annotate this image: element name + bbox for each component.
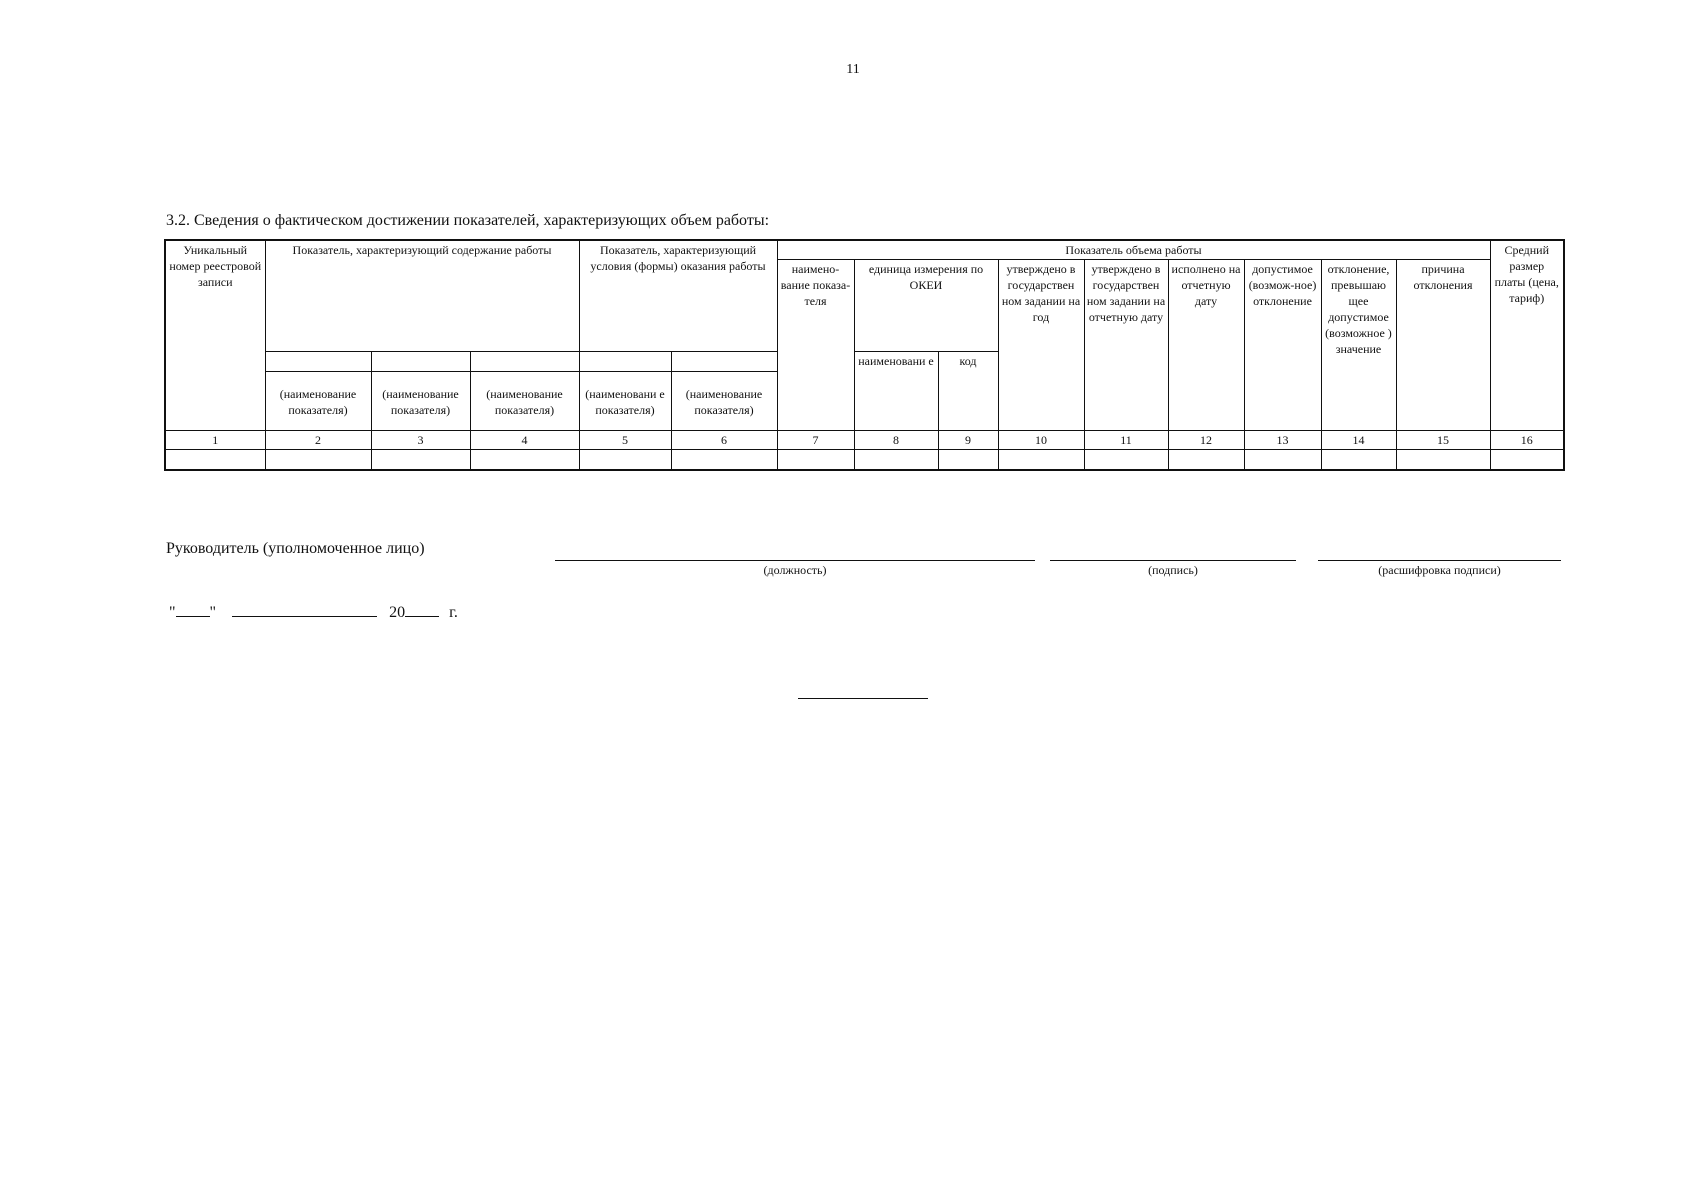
date-day-blank[interactable] — [176, 602, 210, 617]
data-row-empty — [165, 450, 1564, 470]
header-average-pay: Средний размер платы (цена, тариф) — [1490, 240, 1564, 431]
header-unit-code: код — [938, 352, 998, 431]
col-number: 5 — [579, 431, 671, 450]
col-number: 7 — [777, 431, 854, 450]
position-caption: (должность) — [763, 563, 827, 577]
signature-line[interactable] — [1050, 560, 1296, 561]
header-unit-name: наименовани е — [854, 352, 938, 431]
data-cell[interactable] — [777, 450, 854, 470]
header-executed: исполнено на отчетную дату — [1168, 260, 1244, 431]
date-century: 20 — [389, 604, 406, 621]
col-number: 2 — [265, 431, 371, 450]
data-cell[interactable] — [854, 450, 938, 470]
data-cell[interactable] — [938, 450, 998, 470]
col-number: 12 — [1168, 431, 1244, 450]
col-number: 4 — [470, 431, 579, 450]
date-year-blank[interactable] — [405, 602, 439, 617]
header-unit-okei: единица измерения по ОКЕИ — [854, 260, 998, 342]
col-number: 3 — [371, 431, 470, 450]
data-cell[interactable] — [579, 450, 671, 470]
header-approved-report-date: утверждено в государствен ном задании на отчетную дату — [1084, 260, 1168, 431]
volume-indicators-table — [164, 239, 1565, 471]
signature-caption: (подпись) — [1148, 563, 1198, 577]
data-cell[interactable] — [1084, 450, 1168, 470]
page-number: 11 — [846, 62, 860, 77]
data-cell[interactable] — [1396, 450, 1490, 470]
head-signature-label: Руководитель (уполномоченное лицо) — [166, 540, 425, 557]
data-cell[interactable] — [998, 450, 1084, 470]
data-cell[interactable] — [470, 450, 579, 470]
data-cell[interactable] — [265, 450, 371, 470]
unit-spacer — [854, 342, 998, 352]
date-year-suffix: г. — [449, 604, 458, 621]
position-line[interactable] — [555, 560, 1035, 561]
data-cell[interactable] — [1490, 450, 1564, 470]
col-number: 16 — [1490, 431, 1564, 450]
date-close-quote: " — [209, 604, 217, 621]
header-excess-deviation: отклонение, превышаю щее допустимое (возможное ) значение — [1321, 260, 1396, 431]
footer-rule — [798, 698, 928, 699]
header-content-indicator: Показатель, характеризующий содержание работы — [265, 240, 579, 352]
header-registry-number: Уникальный номер реестровой записи — [165, 240, 265, 431]
col-number: 8 — [854, 431, 938, 450]
subheader-indicator-name-6: (наименование показателя) — [671, 372, 777, 431]
date-line — [169, 602, 458, 622]
col-number: 6 — [671, 431, 777, 450]
data-cell[interactable] — [1244, 450, 1321, 470]
col-number: 10 — [998, 431, 1084, 450]
header-conditions-indicator: Показатель, характеризующий условия (формы) оказания работы — [579, 240, 777, 352]
subheader-blank-5 — [579, 352, 671, 372]
subheader-indicator-name-4: (наименование показателя) — [470, 372, 579, 431]
subheader-indicator-name-3: (наименование показателя) — [371, 372, 470, 431]
data-cell[interactable] — [1168, 450, 1244, 470]
col-number: 15 — [1396, 431, 1490, 450]
data-cell[interactable] — [371, 450, 470, 470]
subheader-blank-2 — [265, 352, 371, 372]
col-number: 9 — [938, 431, 998, 450]
date-open-quote: " — [169, 604, 176, 621]
header-deviation-reason: причина отклонения — [1396, 260, 1490, 431]
col-number: 1 — [165, 431, 265, 450]
header-volume-indicator: Показатель объема работы — [777, 240, 1490, 260]
signature-decode-line[interactable] — [1318, 560, 1561, 561]
col-number: 11 — [1084, 431, 1168, 450]
signature-decode-caption: (расшифровка подписи) — [1378, 563, 1501, 577]
column-numbers-row — [165, 431, 1564, 450]
subheader-indicator-name-2: (наименование показателя) — [265, 372, 371, 431]
data-cell[interactable] — [1321, 450, 1396, 470]
subheader-indicator-name-5: (наименовани е показателя) — [579, 372, 671, 431]
col-number: 13 — [1244, 431, 1321, 450]
data-cell[interactable] — [671, 450, 777, 470]
subheader-blank-6 — [671, 352, 777, 372]
header-allowed-deviation: допустимое (возмож-ное) отклонение — [1244, 260, 1321, 431]
header-approved-year: утверждено в государствен ном задании на год — [998, 260, 1084, 431]
header-indicator-name: наимено-вание показа-теля — [777, 260, 854, 431]
date-month-blank[interactable] — [232, 602, 377, 617]
col-number: 14 — [1321, 431, 1396, 450]
subheader-blank-3 — [371, 352, 470, 372]
subheader-blank-4 — [470, 352, 579, 372]
section-title: 3.2. Сведения о фактическом достижении показателей, характеризующих объем работы: — [166, 212, 770, 229]
data-cell[interactable] — [165, 450, 265, 470]
